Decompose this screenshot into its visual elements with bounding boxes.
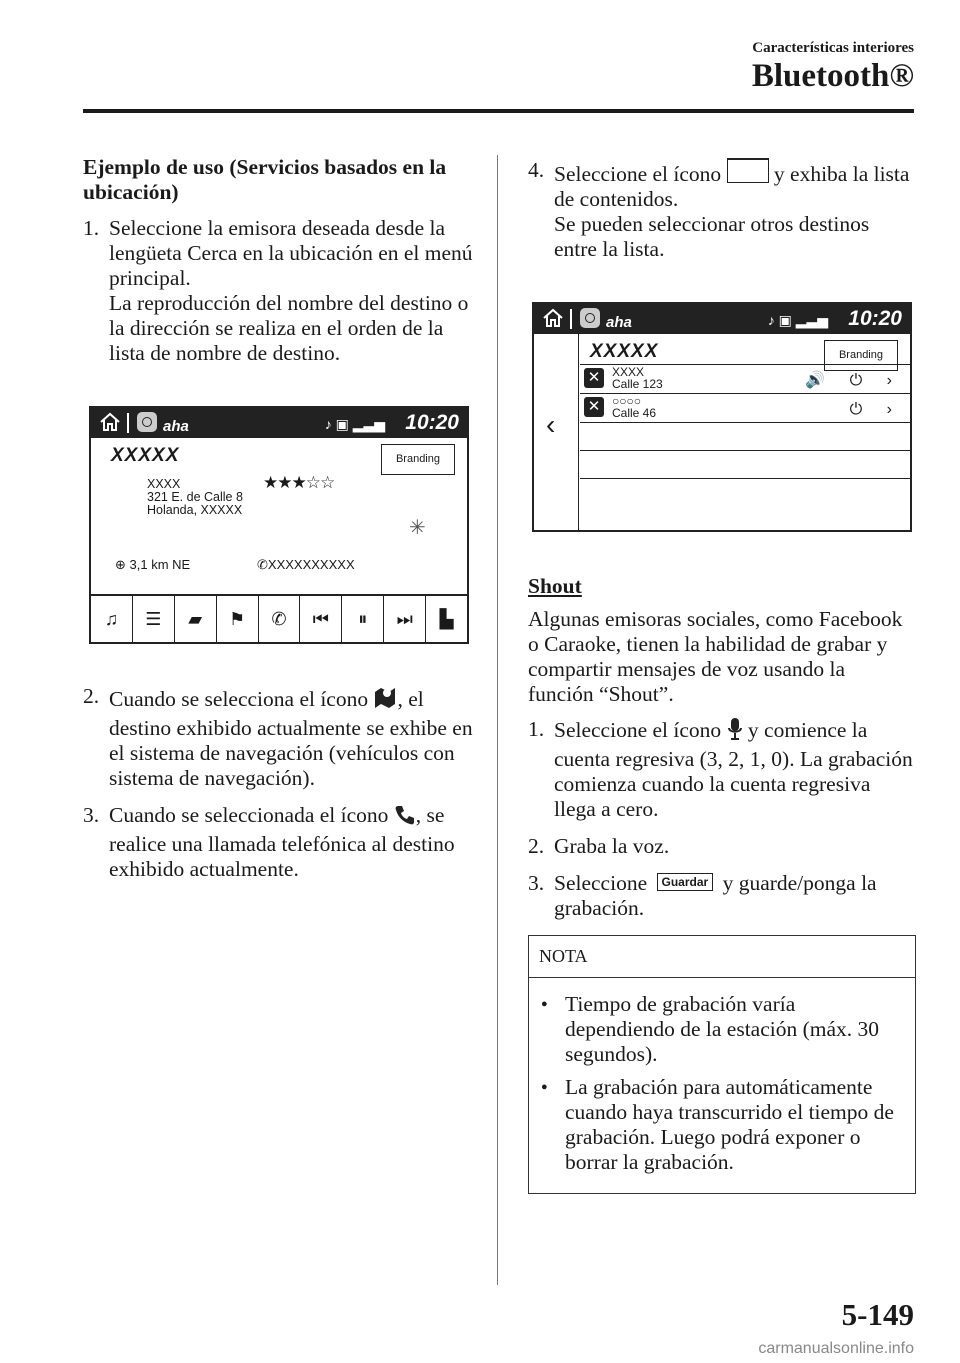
step-number: 1.	[528, 717, 545, 741]
step-text: Seleccione la emisora deseada desde la lengüeta Cerca en la ubicación en el menú principal.	[109, 216, 473, 290]
back-arrow-icon[interactable]: ‹	[546, 409, 556, 440]
home-icon[interactable]	[542, 308, 564, 334]
content-list-panel	[534, 334, 910, 530]
navigation-map-icon	[373, 684, 397, 716]
step-text: Cuando se selecciona el ícono	[109, 687, 369, 711]
note-body	[529, 978, 915, 1193]
step-text: Seleccione el ícono	[554, 718, 722, 742]
step-text-2: La reproducción del nombre del destino o la dirección se realiza en el orden de la lista de nombre de destino.	[109, 291, 469, 365]
chapter-title: Bluetooth®	[751, 58, 914, 94]
back-icon	[727, 158, 769, 183]
step-text-cont: , se realice una llamada telefónica al destino exhibido actualmente.	[109, 803, 455, 881]
screen-top-bar	[91, 408, 467, 438]
step-text-cont: , el destino exhibido actualmente se exhibe en el sistema de navegación (vehículos con sistema de navegación).	[109, 687, 473, 790]
list-button[interactable]: ☰	[133, 596, 175, 642]
step-number: 3.	[83, 803, 100, 827]
app-name: aha	[606, 314, 632, 331]
step-number: 1.	[83, 216, 100, 240]
step-number: 3.	[528, 871, 545, 895]
station-name: XXXXX	[590, 341, 659, 362]
item-name: XXXX Calle 123	[612, 365, 663, 391]
item-icon: ✕	[584, 397, 604, 417]
status-icons: ♪ ▣ ▂▃▅	[767, 312, 828, 328]
station-header	[91, 438, 467, 468]
watermark: carmanualsonline.info	[758, 1340, 914, 1357]
step-text: Seleccione el ícono	[554, 162, 722, 186]
phone-icon	[394, 804, 416, 832]
step-1	[83, 216, 473, 366]
compass-icon: ⊕	[115, 557, 126, 572]
shout-step-1	[528, 717, 916, 822]
list-item[interactable]	[580, 393, 910, 422]
branding-label: Branding	[381, 444, 455, 475]
shout-step-3	[528, 871, 916, 921]
item-actions[interactable]: 🔊 ⏻ ›	[805, 372, 902, 389]
call-button[interactable]: ✆	[259, 596, 301, 642]
section-title: Características interiores	[752, 40, 914, 56]
address-line-2: Holanda, XXXXX	[147, 503, 243, 517]
phone-icon: ✆	[257, 557, 268, 572]
shout-section	[528, 574, 916, 921]
home-icon[interactable]	[99, 412, 121, 438]
separator	[127, 413, 129, 433]
header-rule	[83, 109, 914, 113]
item-icon: ✕	[584, 368, 604, 388]
aha-list-screen	[532, 302, 912, 532]
step-text: Seleccione	[554, 871, 648, 895]
item-actions[interactable]: ⏻ ›	[849, 401, 902, 418]
step-3	[83, 803, 473, 882]
step-text-cont: y guarde/ponga la grabación.	[554, 871, 877, 920]
address-block	[147, 478, 243, 517]
step-text-cont: y exhiba la lista de contenidos.	[554, 162, 910, 211]
aha-logo-icon	[580, 308, 600, 328]
list-item-empty	[580, 478, 910, 506]
note-item: ● Tiempo de grabación varía dependiendo de la estación (máx. 30 segundos).	[539, 992, 905, 1067]
shout-step-2	[528, 834, 916, 859]
guardar-button: Guardar	[657, 873, 714, 891]
distance: ⊕ 3,1 km NE	[115, 557, 191, 572]
station-header	[580, 334, 910, 364]
step-text: Cuando se seleccionada el ícono	[109, 803, 389, 827]
address-line-1: 321 E. de Calle 8	[147, 490, 243, 504]
step-text: Graba la voz.	[554, 834, 670, 858]
note-title: NOTA	[529, 936, 915, 978]
aha-station-screen	[89, 406, 469, 644]
microphone-icon	[727, 717, 743, 747]
next-track-button[interactable]: ⏭	[384, 596, 426, 642]
page-number: 5-149	[841, 1297, 914, 1332]
step-text-2: Se pueden seleccionar otros destinos entre la lista.	[554, 212, 870, 261]
clock: 10:20	[848, 307, 902, 330]
folder-button[interactable]: ▰	[175, 596, 217, 642]
list-item[interactable]	[580, 364, 910, 393]
station-name: XXXXX	[111, 445, 180, 466]
step-4	[528, 158, 916, 262]
shout-heading: Shout	[528, 574, 582, 598]
step-number: 2.	[528, 834, 545, 858]
note-box	[528, 935, 916, 1194]
destination-name: XXXX	[147, 477, 181, 491]
column-divider	[497, 155, 498, 1285]
status-icons: ♪ ▣ ▂▃▅	[324, 416, 385, 432]
step-text-cont: y comience la cuenta regresiva (3, 2, 1, 0). La grabación comienza cuando la cuenta regresiva llega a cero.	[554, 718, 913, 821]
section-heading: Ejemplo de uso (Servicios basados en la ubicación)	[83, 155, 447, 204]
branding-label: Branding	[824, 340, 898, 371]
shout-intro: Algunas emisoras sociales, como Facebook o Caraoke, tienen la habilidad de grabar y compartir mensajes de voz usando la función “Shout”.	[528, 607, 903, 706]
music-note-button[interactable]: ♫	[91, 596, 133, 642]
right-column	[528, 158, 916, 1194]
step-number: 4.	[528, 158, 545, 182]
previous-track-button[interactable]: ⏮	[300, 596, 342, 642]
step-number: 2.	[83, 684, 100, 708]
left-column	[83, 155, 473, 894]
content-list	[580, 334, 910, 506]
phone-number[interactable]: ✆XXXXXXXXXX	[257, 557, 355, 572]
list-item-empty	[580, 422, 910, 450]
separator	[570, 309, 572, 329]
loading-spinner-icon: ✳	[409, 517, 426, 539]
item-name: ○○○○ Calle 46	[612, 394, 657, 420]
rating-stars: ★★★☆☆	[263, 473, 335, 492]
clock: 10:20	[405, 411, 459, 434]
back-column	[534, 334, 579, 530]
aha-logo-icon	[137, 412, 157, 432]
media-toolbar	[91, 594, 467, 642]
pause-button[interactable]: ⏸	[342, 596, 384, 642]
navigation-map-button[interactable]: ⚑	[217, 596, 259, 642]
destination-info	[91, 468, 467, 594]
app-name: aha	[163, 418, 189, 435]
list-item-empty	[580, 450, 910, 478]
screen-top-bar	[534, 304, 910, 334]
equalizer-button[interactable]: ▙	[439, 608, 454, 629]
note-item: ● La grabación para automáticamente cuando haya transcurrido el tiempo de grabación. Luego podrá exponer o borrar la grabación.	[539, 1075, 905, 1175]
step-2	[83, 684, 473, 791]
